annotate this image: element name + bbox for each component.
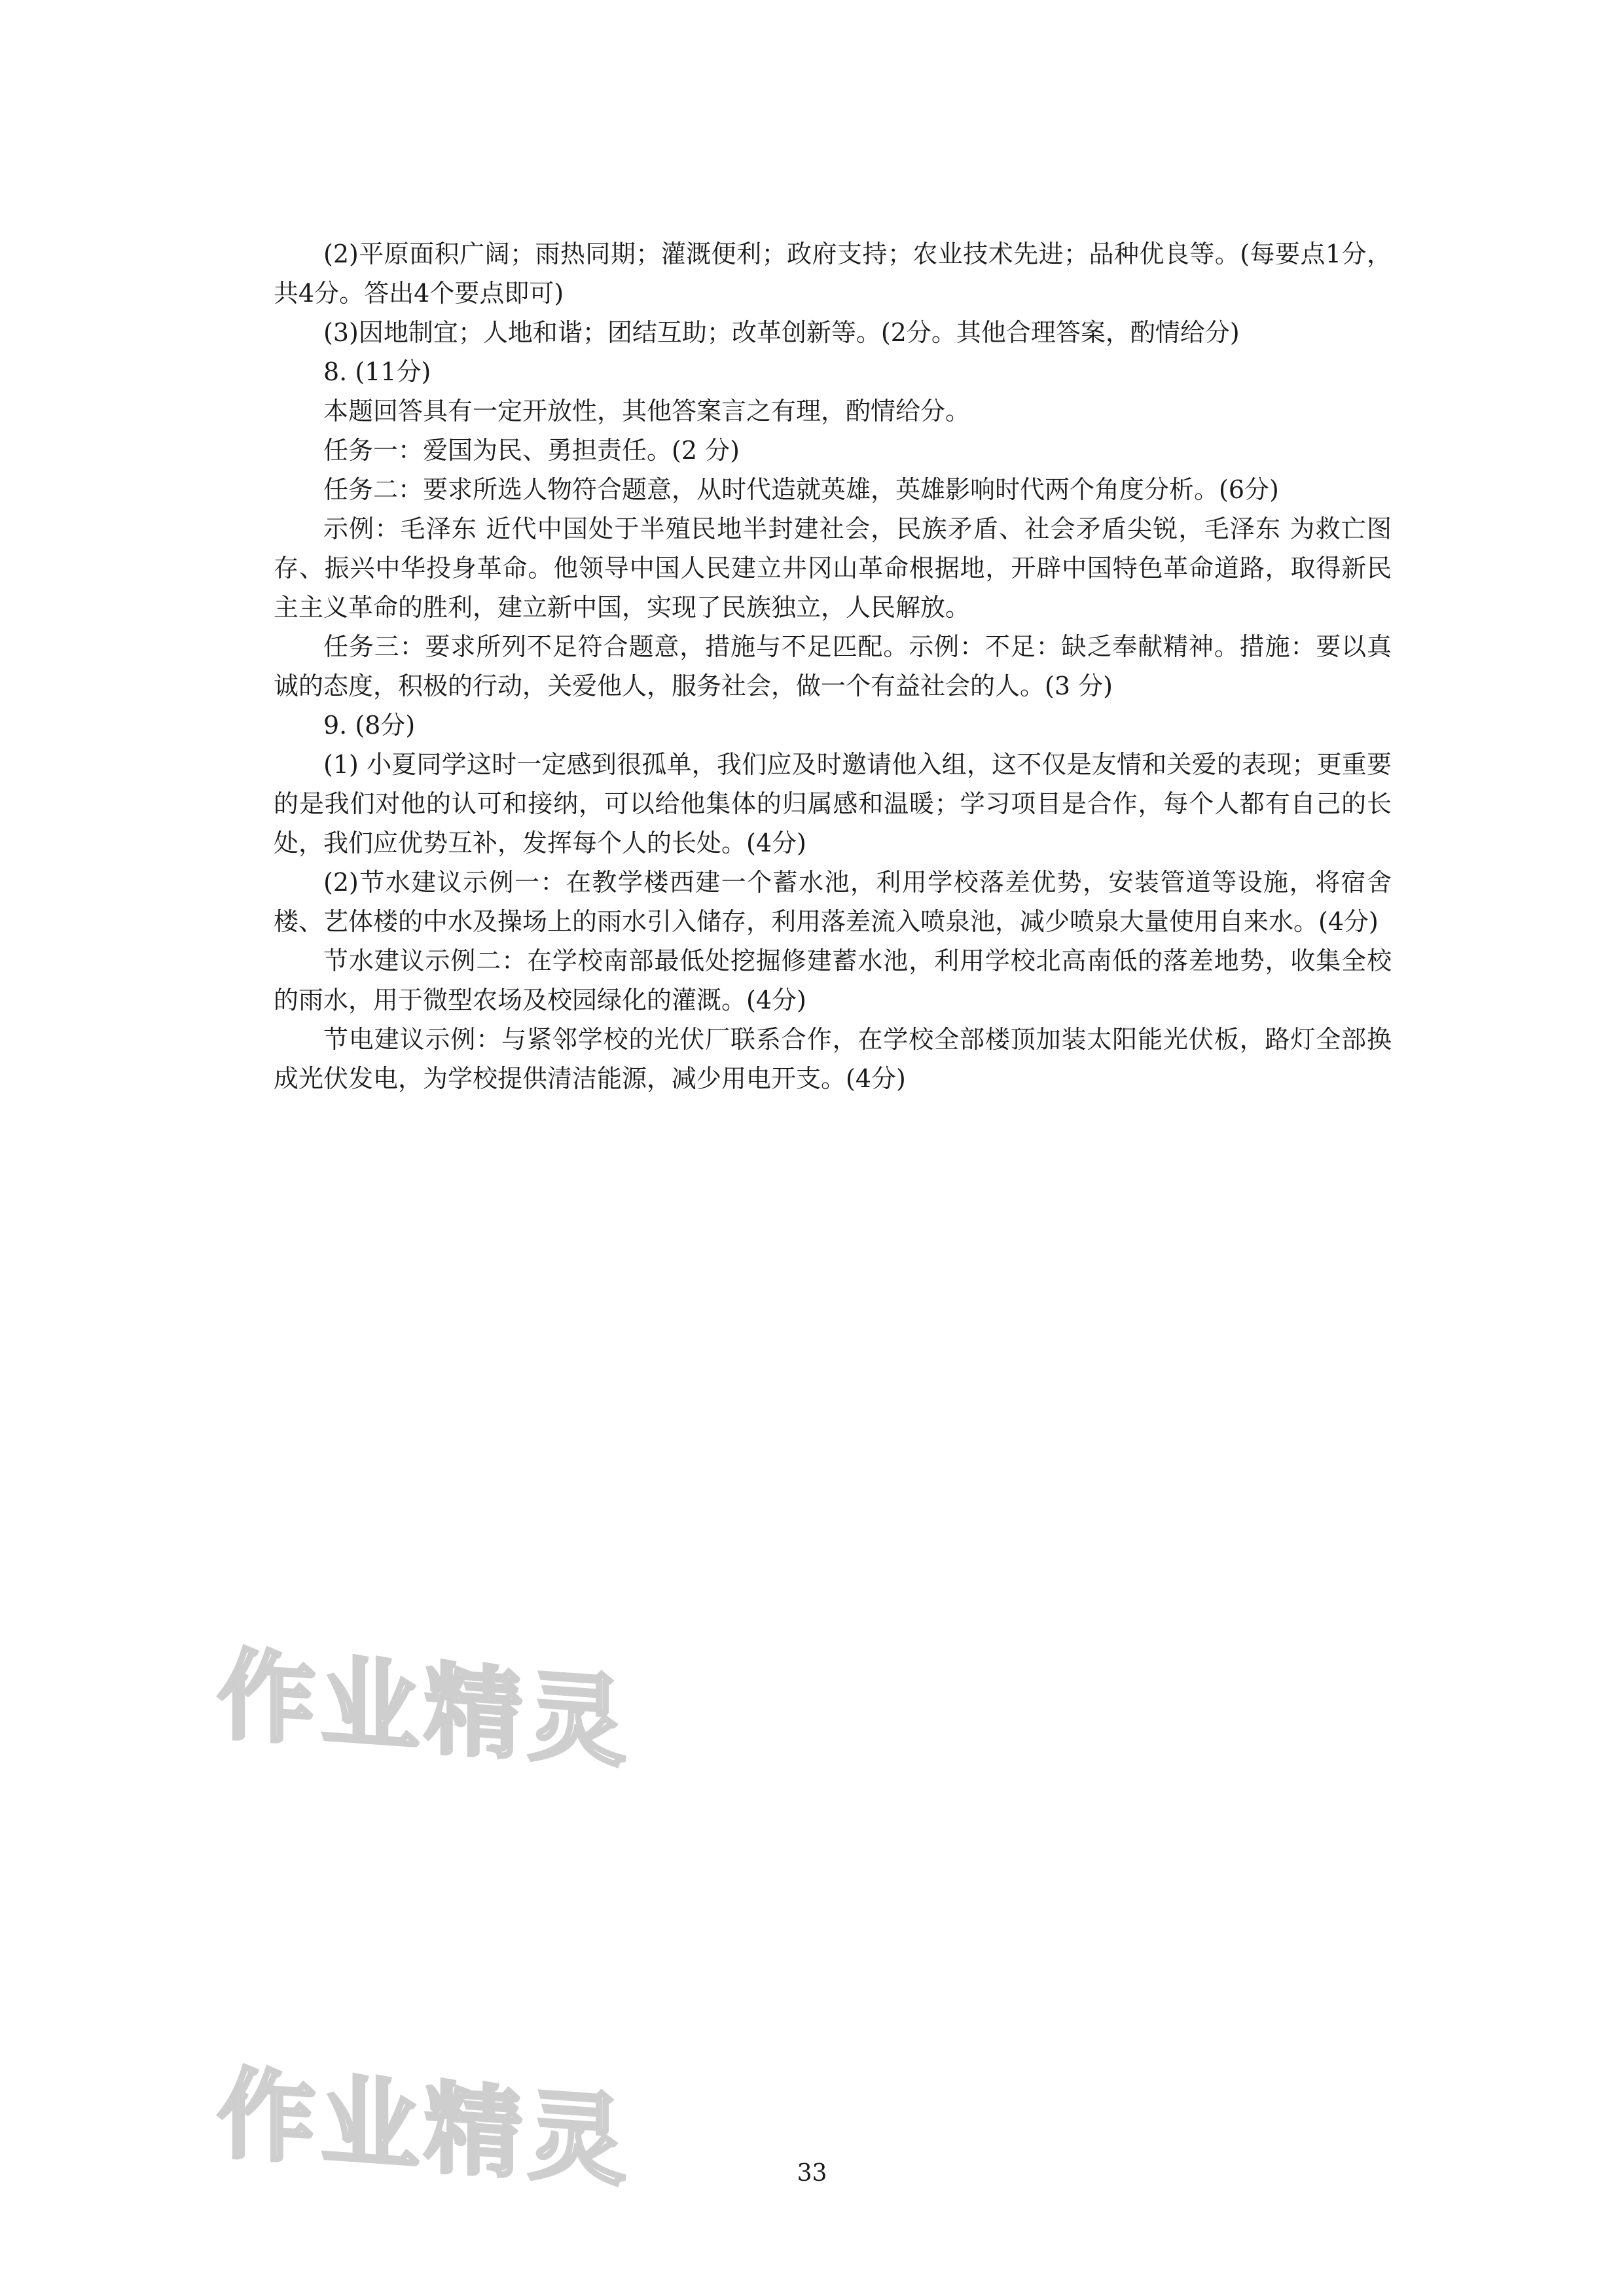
paragraph-q8-example: 示例：毛泽东 近代中国处于半殖民地半封建社会，民族矛盾、社会矛盾尖锐，毛泽东 为救亡图存、振兴中华投身革命。他领导中国人民建立井冈山革命根据地，开辟中国特色革命道路，取得新民主主义革命的胜利，建立新中国，实现了民族独立，人民解放。 (274, 514, 1392, 622)
paragraph-q7-2: (2)平原面积广阔；雨热同期；灌溉便利；政府支持；农业技术先进；品种优良等。(每要点1分，共4分。答出4个要点即可) (274, 240, 1392, 308)
paragraph-q8-task2: 任务二：要求所选人物符合题意，从时代造就英雄，英雄影响时代两个角度分析。(6分) (323, 475, 1279, 504)
watermark-logo: 作业精灵 (217, 1638, 632, 1782)
answer-text-block (274, 234, 1392, 1098)
paragraph-q8-task1: 任务一：爱国为民、勇担责任。(2 分) (323, 436, 740, 465)
question-8-heading: 8. (11分) (323, 357, 431, 386)
paragraph-q8-task3: 任务三：要求所列不足符合题意，措施与不足匹配。示例：不足：缺乏奉献精神。措施：要以真诚的态度，积极的行动，关爱他人，服务社会，做一个有益社会的人。(3 分) (274, 632, 1392, 700)
paragraph-q9-1: (1) 小夏同学这时一定感到很孤单，我们应及时邀请他入组，这不仅是友情和关爱的表现；更重要的是我们对他的认可和接纳，可以给他集体的归属感和温暖；学习项目是合作，每个人都有自己的长处，我们应优势互补，发挥每个人的长处。(4分) (274, 750, 1392, 857)
question-9-heading: 9. (8分) (323, 711, 416, 740)
paragraph-q9-2-water1: (2)节水建议示例一：在教学楼西建一个蓄水池，利用学校落差优势，安装管道等设施，将宿舍楼、艺体楼的中水及操场上的雨水引入储存，利用落差流入喷泉池，减少喷泉大量使用自来水。(4分) (274, 868, 1392, 936)
paragraph-q7-3: (3)因地制宜；人地和谐；团结互助；改革创新等。(2分。其他合理答案，酌情给分) (323, 318, 1240, 347)
paragraph-q9-2-water2: 节水建议示例二：在学校南部最低处挖掘修建蓄水池，利用学校北高南低的落差地势，收集全校的雨水，用于微型农场及校园绿化的灌溉。(4分) (274, 946, 1392, 1014)
page-number: 33 (797, 2160, 827, 2187)
watermark-logo: 作业精灵 (217, 2056, 632, 2200)
paragraph-q9-2-power: 节电建议示例：与紧邻学校的光伏厂联系合作，在学校全部楼顶加装太阳能光伏板，路灯全部换成光伏发电，为学校提供清洁能源，减少用电开支。(4分) (274, 1025, 1392, 1093)
paragraph-q8-note: 本题回答具有一定开放性，其他答案言之有理，酌情给分。 (323, 397, 971, 425)
